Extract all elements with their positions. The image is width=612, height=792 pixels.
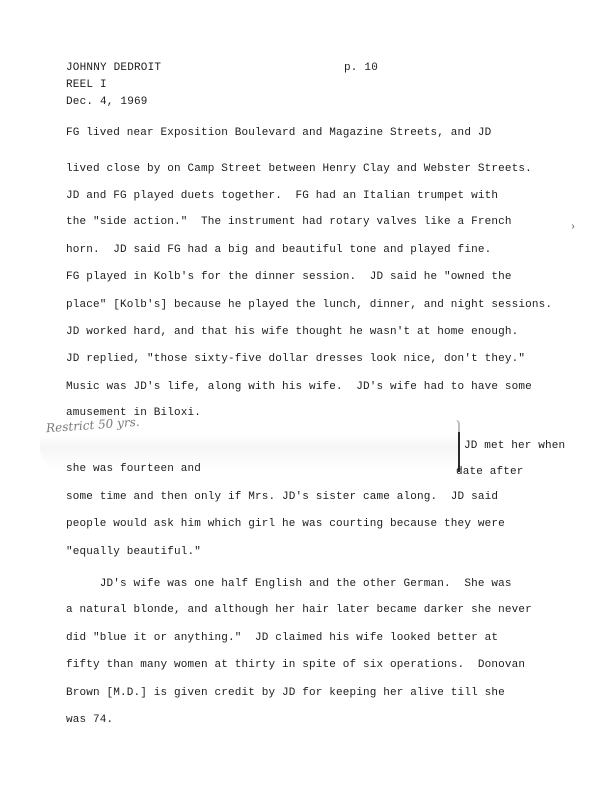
body-line-4: the "side action." The instrument had rotary valves like a French: [66, 216, 512, 228]
body-line-13: she was fourteen and: [66, 463, 202, 475]
body-line-1: FG lived near Exposition Boulevard and Magazine Streets, and JD: [66, 127, 492, 139]
body-line-6: FG played in Kolb's for the dinner session. JD said he "owned the: [66, 271, 512, 283]
header-date: Dec. 4, 1969: [66, 96, 148, 108]
body-line-21: fifty than many women at thirty in spite of six operations. Donovan: [66, 659, 526, 671]
body-line-10: Music was JD's life, along with his wife. JD's wife had to have some: [66, 381, 532, 393]
body-line-15: some time and then only if Mrs. JD's sister came along. JD said: [66, 491, 499, 503]
body-line-2: lived close by on Camp Street between Henry Clay and Webster Streets.: [66, 163, 532, 175]
body-line-18: JD's wife was one half English and the other German. She was: [66, 578, 512, 590]
body-line-11: amusement in Biloxi.: [66, 407, 202, 419]
body-line-23: was 74.: [66, 714, 114, 726]
header-reel: REEL I: [66, 79, 107, 91]
header-block: [66, 60, 161, 111]
body-line-14: date after: [456, 466, 524, 478]
body-line-7: place" [Kolb's] because he played the lunch, dinner, and night sessions.: [66, 299, 553, 311]
restrict-annotation: Restrict 50 yrs.: [45, 414, 140, 436]
body-line-17: "equally beautiful.": [66, 546, 202, 558]
body-line-9: JD replied, "those sixty-five dollar dresses look nice, don't they.": [66, 353, 526, 365]
body-line-3: JD and FG played duets together. FG had an Italian trumpet with: [66, 190, 499, 202]
body-line-12: JD met her when: [464, 440, 566, 452]
body-line-8: JD worked hard, and that his wife thought he wasn't at home enough.: [66, 326, 519, 338]
body-line-19: a natural blonde, and although her hair later became darker she never: [66, 604, 532, 616]
header-name: JOHNNY DEDROIT: [66, 62, 162, 74]
body-line-5: horn. JD said FG had a big and beautiful tone and played fine.: [66, 244, 492, 256]
page-number: p. 10: [344, 62, 379, 74]
body-line-16: people would ask him which girl he was courting because they were: [66, 518, 505, 530]
margin-mark: ›: [570, 222, 577, 233]
body-line-22: Brown [M.D.] is given credit by JD for keeping her alive till she: [66, 687, 505, 699]
body-line-20: did "blue it or anything." JD claimed his wife looked better at: [66, 632, 499, 644]
